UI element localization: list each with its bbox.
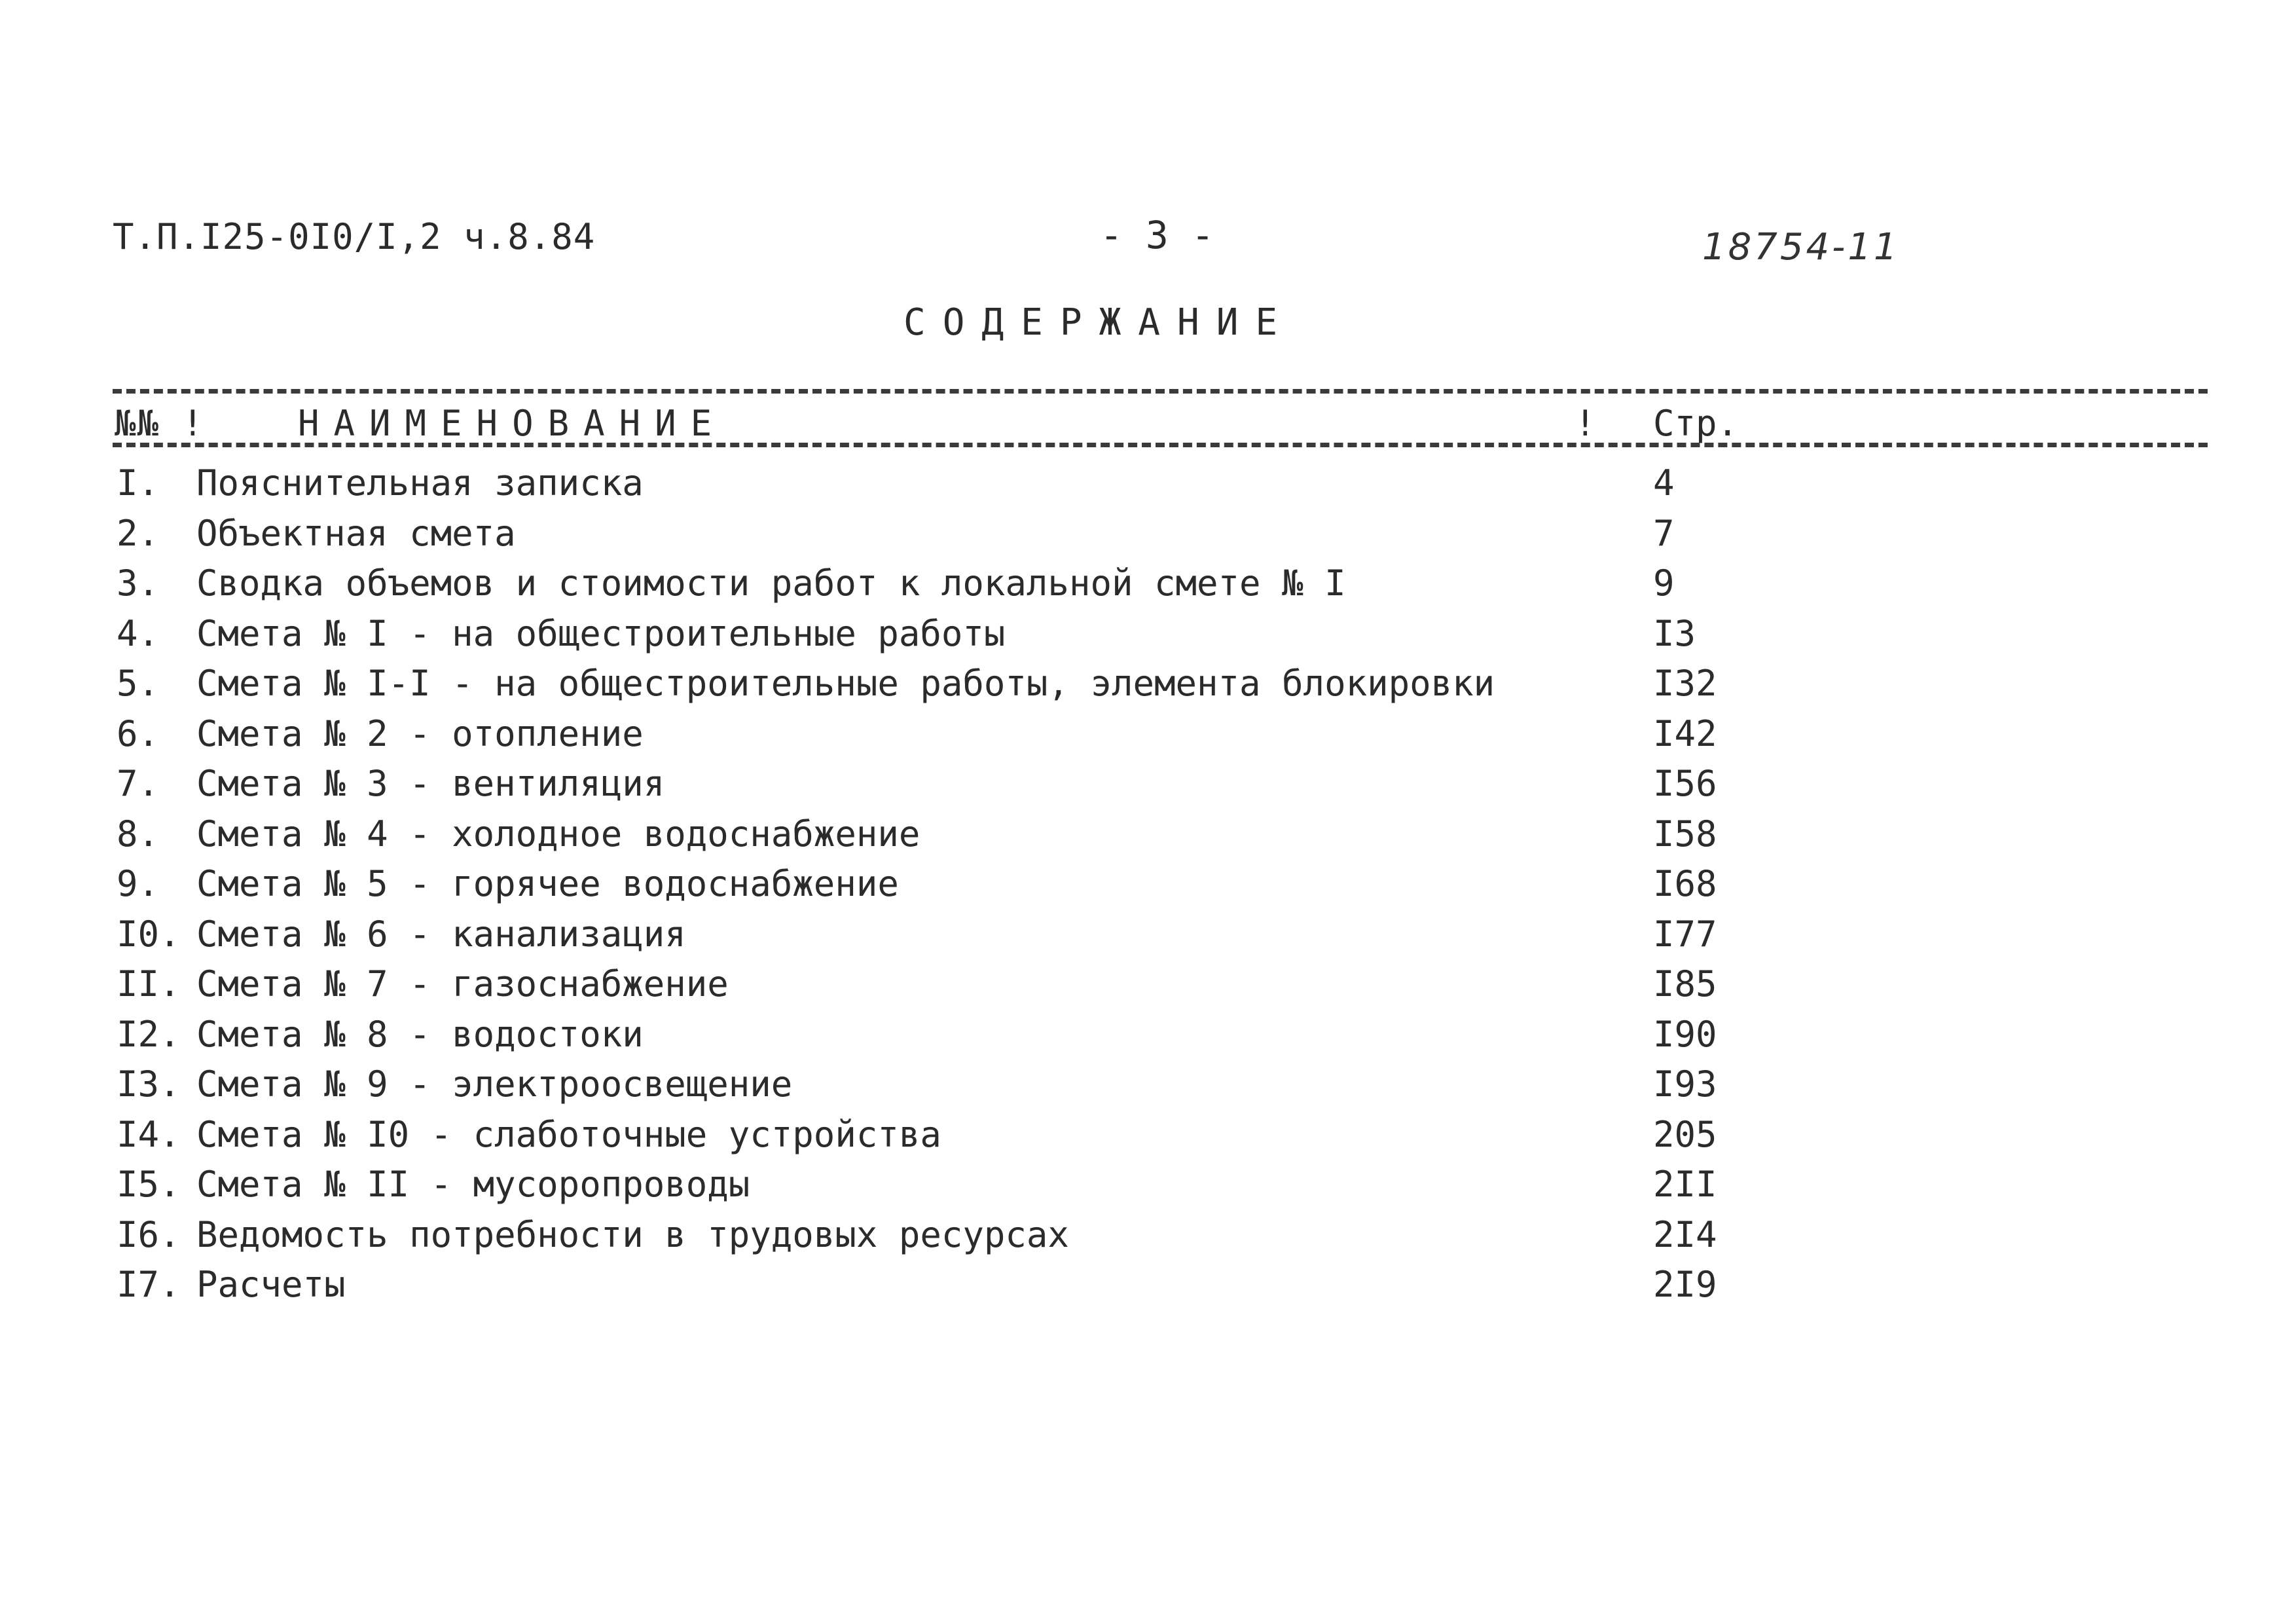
toc-title: Пояснительная записка xyxy=(196,462,644,504)
toc-row xyxy=(0,1260,2296,1310)
toc-title: Смета № 4 - холодное водоснабжение xyxy=(196,813,920,855)
toc-number: 6. xyxy=(117,712,160,754)
toc-title: Смета № 6 - канализация xyxy=(196,913,686,955)
toc-page: I56 xyxy=(1653,763,1717,804)
header-separator: ! xyxy=(1575,403,1596,444)
toc-page: I3 xyxy=(1653,612,1696,654)
toc-number: II. xyxy=(117,963,181,1005)
page-title: СОДЕРЖАНИЕ xyxy=(903,301,1295,344)
toc-number: I4. xyxy=(117,1113,181,1155)
archive-number: 18754-11 xyxy=(1702,226,1900,268)
toc-number: 9. xyxy=(117,863,160,904)
toc-row xyxy=(0,1160,2296,1210)
toc-number: 4. xyxy=(117,612,160,654)
toc-row xyxy=(0,910,2296,960)
toc-row xyxy=(0,959,2296,1010)
toc-page: I85 xyxy=(1653,963,1717,1005)
toc-number: I3. xyxy=(117,1063,181,1105)
toc-number: I6. xyxy=(117,1213,181,1255)
toc-row xyxy=(0,759,2296,809)
toc-row xyxy=(0,609,2296,659)
toc-page: 2I9 xyxy=(1653,1264,1717,1305)
toc-row xyxy=(0,1060,2296,1110)
toc-number: I0. xyxy=(117,913,181,955)
toc-number: 8. xyxy=(117,813,160,855)
toc-title: Смета № 8 - водостоки xyxy=(196,1013,644,1055)
toc-number: 5. xyxy=(117,663,160,704)
toc-title: Смета № I - на общестроительные работы xyxy=(196,612,1006,654)
toc-page: 4 xyxy=(1653,462,1675,504)
toc-title: Сводка объемов и стоимости работ к локальной смете № I xyxy=(196,563,1346,604)
toc-title: Расчеты xyxy=(196,1264,346,1305)
toc-row xyxy=(0,859,2296,910)
toc-title: Смета № 7 - газоснабжение xyxy=(196,963,729,1005)
toc-number: I2. xyxy=(117,1013,181,1055)
toc-title: Объектная смета xyxy=(196,512,516,554)
toc-row xyxy=(0,709,2296,760)
toc-page: 2I4 xyxy=(1653,1213,1717,1255)
header-page: Стр. xyxy=(1653,403,1739,444)
toc-page: I93 xyxy=(1653,1063,1717,1105)
toc-row xyxy=(0,1010,2296,1060)
page-number: - 3 - xyxy=(1100,213,1214,257)
toc-page: I90 xyxy=(1653,1013,1717,1055)
toc-page: I42 xyxy=(1653,712,1717,754)
toc-row xyxy=(0,458,2296,509)
toc-page: 205 xyxy=(1653,1113,1717,1155)
toc-page: 2II xyxy=(1653,1164,1717,1205)
toc-title: Ведомость потребности в трудовых ресурсах xyxy=(196,1213,1069,1255)
toc-page: I77 xyxy=(1653,913,1717,955)
toc-number: 3. xyxy=(117,563,160,604)
document-code: Т.П.I25-0I0/I,2 ч.8.84 xyxy=(113,216,596,257)
toc-row xyxy=(0,559,2296,609)
header-name: НАИМЕНОВАНИЕ xyxy=(298,403,727,444)
toc-page: 9 xyxy=(1653,563,1675,604)
toc-number: I5. xyxy=(117,1164,181,1205)
toc-title: Смета № 9 - электроосвещение xyxy=(196,1063,793,1105)
toc-row xyxy=(0,509,2296,559)
toc-row xyxy=(0,809,2296,860)
table-header xyxy=(0,403,2296,443)
header-number: №№ xyxy=(115,403,160,444)
toc-title: Смета № 3 - вентиляция xyxy=(196,763,665,804)
toc-row xyxy=(0,1210,2296,1261)
toc-number: 2. xyxy=(117,512,160,554)
header-separator: ! xyxy=(182,403,204,444)
toc-page: I32 xyxy=(1653,663,1717,704)
toc-title: Смета № 5 - горячее водоснабжение xyxy=(196,863,899,904)
toc-page: I58 xyxy=(1653,813,1717,855)
toc-title: Смета № I0 - слаботочные устройства xyxy=(196,1113,941,1155)
toc-page: 7 xyxy=(1653,512,1675,554)
toc-title: Смета № II - мусоропроводы xyxy=(196,1164,750,1205)
toc-row xyxy=(0,1110,2296,1160)
header-divider xyxy=(113,443,2208,447)
toc-title: Смета № I-I - на общестроительные работы, элемента блокировки xyxy=(196,663,1495,704)
top-divider xyxy=(113,389,2208,394)
toc-row xyxy=(0,659,2296,709)
toc-number: 7. xyxy=(117,763,160,804)
toc-page: I68 xyxy=(1653,863,1717,904)
toc-number: I7. xyxy=(117,1264,181,1305)
table-of-contents xyxy=(0,458,2296,1310)
toc-title: Смета № 2 - отопление xyxy=(196,712,644,754)
toc-number: I. xyxy=(117,462,160,504)
